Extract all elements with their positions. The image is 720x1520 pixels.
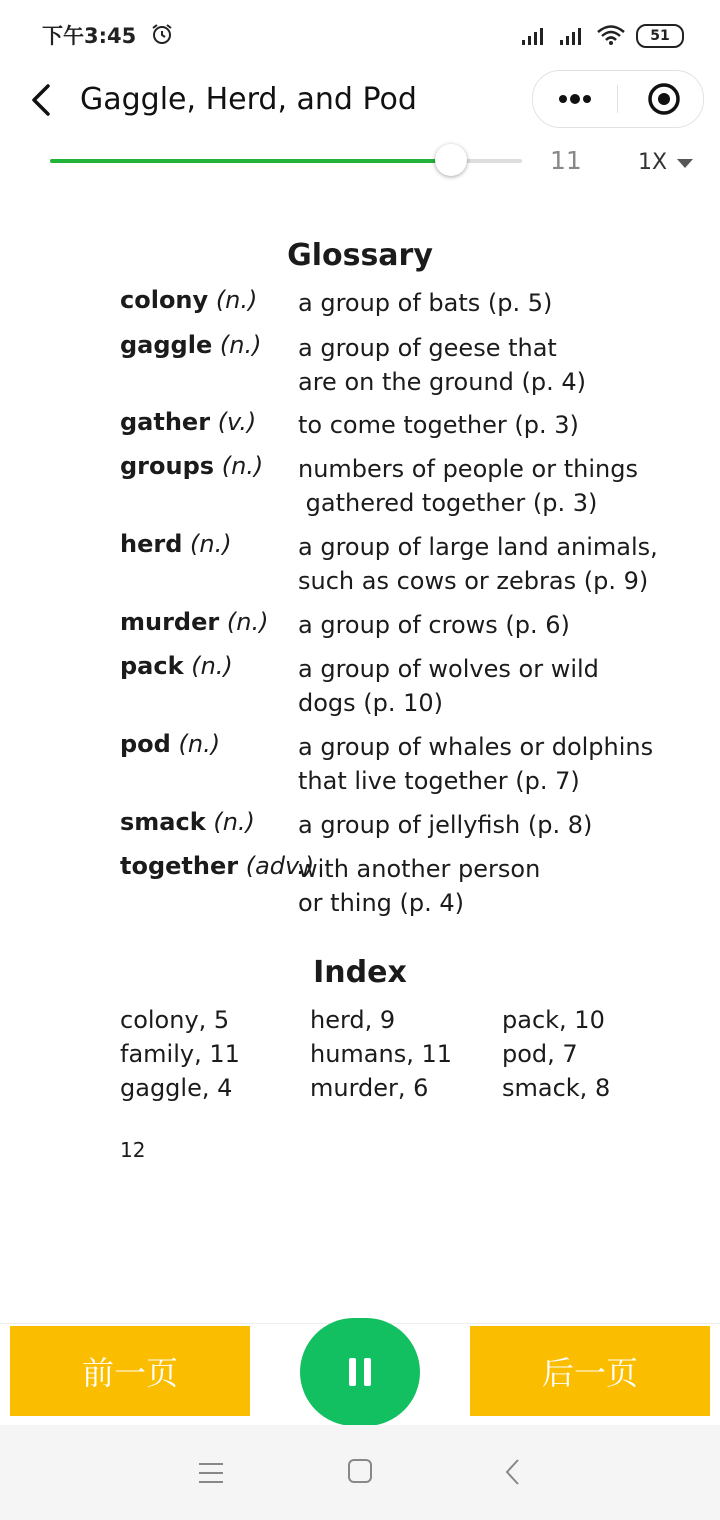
index-entry: gaggle, 4 xyxy=(120,1074,233,1102)
glossary-definition xyxy=(298,608,678,642)
index-entry: humans, 11 xyxy=(310,1040,453,1068)
definition-line: such as cows or zebras (p. 9) xyxy=(298,567,649,595)
glossary-term xyxy=(120,730,220,758)
system-nav-bar xyxy=(0,1425,720,1520)
definition-line: a group of whales or dolphins xyxy=(298,733,654,761)
term-word: colony xyxy=(120,286,209,314)
definition-line: a group of wolves or wild xyxy=(298,655,599,683)
signal-icon xyxy=(558,26,586,46)
term-part-of-speech: (adv.) xyxy=(245,852,315,880)
glossary-term xyxy=(120,408,256,436)
playback-speed-select[interactable] xyxy=(638,150,693,175)
glossary-term xyxy=(120,452,263,480)
term-part-of-speech: (v.) xyxy=(217,408,257,436)
index-entry: pack, 10 xyxy=(502,1006,605,1034)
more-icon[interactable] xyxy=(533,71,617,127)
term-part-of-speech: (n.) xyxy=(226,608,269,636)
prev-page-button[interactable]: 前一页 xyxy=(10,1326,250,1416)
glossary-definition xyxy=(298,652,678,720)
term-part-of-speech: (n.) xyxy=(215,286,258,314)
definition-line: or thing (p. 4) xyxy=(298,889,465,917)
term-part-of-speech: (n.) xyxy=(219,331,262,359)
glossary-definition xyxy=(298,808,678,842)
battery-icon xyxy=(636,24,684,48)
glossary-definition xyxy=(298,452,678,520)
signal-icon xyxy=(520,26,548,46)
glossary-definition xyxy=(298,530,678,598)
glossary-definition xyxy=(298,852,678,920)
definition-line: a group of jellyfish (p. 8) xyxy=(298,811,593,839)
term-part-of-speech: (n.) xyxy=(191,652,233,680)
status-time: 下午3:45 xyxy=(42,24,137,48)
progress-thumb[interactable] xyxy=(435,144,467,176)
menu-icon[interactable] xyxy=(196,1459,226,1487)
glossary-term xyxy=(120,286,257,314)
definition-line: are on the ground (p. 4) xyxy=(298,368,587,396)
glossary-definition xyxy=(298,331,678,399)
page-title: Gaggle, Herd, and Pod xyxy=(80,82,417,117)
definition-line: a group of bats (p. 5) xyxy=(298,289,553,317)
glossary-term xyxy=(120,331,261,359)
wifi-icon xyxy=(596,24,626,46)
term-part-of-speech: (n.) xyxy=(213,808,255,836)
caret-down-icon xyxy=(677,159,693,168)
pause-button[interactable] xyxy=(300,1318,420,1426)
glossary-term xyxy=(120,530,232,558)
index-entry: herd, 9 xyxy=(310,1006,396,1034)
home-icon[interactable] xyxy=(346,1457,374,1485)
definition-line: that live together (p. 7) xyxy=(298,767,580,795)
term-part-of-speech: (n.) xyxy=(221,452,264,480)
term-word: together xyxy=(120,852,239,880)
pause-icon xyxy=(349,1358,356,1386)
glossary-term xyxy=(120,652,233,680)
definition-line: a group of large land animals, xyxy=(298,533,658,561)
controls-bar xyxy=(0,1323,720,1424)
index-entry: pod, 7 xyxy=(502,1040,578,1068)
definition-line: gathered together (p. 3) xyxy=(298,489,598,517)
index-entry: colony, 5 xyxy=(120,1006,230,1034)
term-word: groups xyxy=(120,452,215,480)
term-word: pod xyxy=(120,730,171,758)
index-heading: Index xyxy=(313,955,407,990)
glossary-term xyxy=(120,808,255,836)
next-page-button[interactable]: 后一页 xyxy=(470,1326,710,1416)
definition-line: with another person xyxy=(298,855,541,883)
term-word: gather xyxy=(120,408,211,436)
term-word: gaggle xyxy=(120,331,213,359)
term-part-of-speech: (n.) xyxy=(178,730,221,758)
progress-fill xyxy=(50,159,451,163)
battery-level: 51 xyxy=(650,28,670,44)
close-target-icon[interactable] xyxy=(618,71,702,127)
glossary-definition xyxy=(298,286,678,320)
audio-progress-slider[interactable] xyxy=(50,159,522,163)
glossary-heading: Glossary xyxy=(287,238,433,273)
term-word: pack xyxy=(120,652,184,680)
index-entry: smack, 8 xyxy=(502,1074,611,1102)
status-bar xyxy=(0,0,720,70)
term-part-of-speech: (n.) xyxy=(190,530,232,558)
index-entry: family, 11 xyxy=(120,1040,240,1068)
term-word: herd xyxy=(120,530,183,558)
definition-line: dogs (p. 10) xyxy=(298,689,444,717)
term-word: murder xyxy=(120,608,220,636)
current-page-number: 11 xyxy=(550,146,582,175)
glossary-term xyxy=(120,608,268,636)
back-icon[interactable] xyxy=(24,80,60,120)
mini-program-capsule xyxy=(532,70,704,128)
definition-line: a group of crows (p. 6) xyxy=(298,611,570,639)
definition-line: numbers of people or things xyxy=(298,455,638,483)
glossary-term xyxy=(120,852,314,880)
pause-icon xyxy=(364,1358,371,1386)
footer-page-number: 12 xyxy=(120,1138,146,1162)
alarm-icon xyxy=(150,22,174,46)
index-entry: murder, 6 xyxy=(310,1074,429,1102)
term-word: smack xyxy=(120,808,206,836)
definition-line: to come together (p. 3) xyxy=(298,411,579,439)
glossary-definition xyxy=(298,730,678,798)
definition-line: a group of geese that xyxy=(298,334,557,362)
speed-label: 1X xyxy=(638,150,668,175)
glossary-definition xyxy=(298,408,678,442)
back-icon[interactable] xyxy=(498,1455,528,1489)
